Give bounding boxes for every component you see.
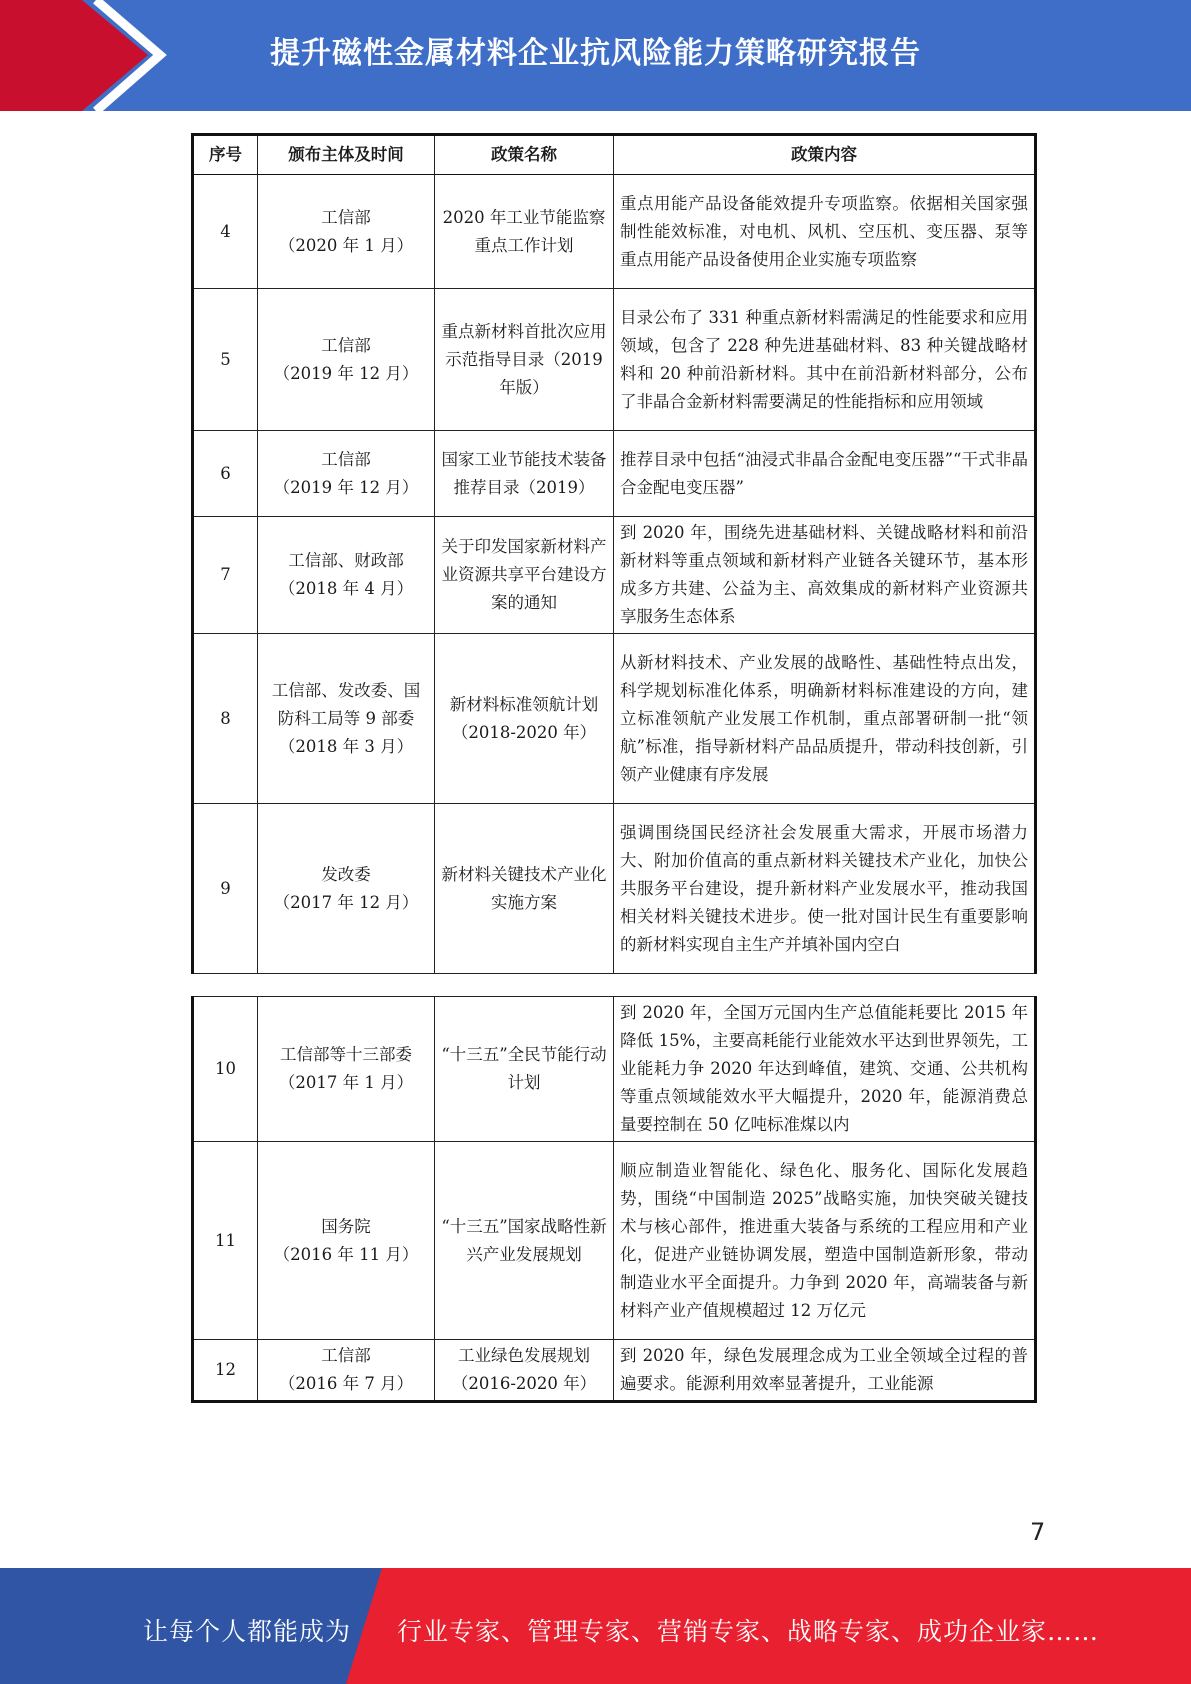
table-row	[193, 289, 1036, 431]
header-arrow-decoration	[0, 0, 260, 111]
table-row	[193, 634, 1036, 804]
policy-table-part1	[191, 133, 1034, 974]
row-policy-name: 关于印发国家新材料产业资源共享平台建设方案的通知	[435, 517, 614, 634]
row-index: 5	[193, 289, 258, 431]
row-index: 9	[193, 804, 258, 974]
row-index: 12	[193, 1340, 258, 1402]
table-row	[193, 175, 1036, 289]
row-issuer	[258, 997, 435, 1142]
row-policy-name: 新材料关键技术产业化实施方案	[435, 804, 614, 974]
row-index: 6	[193, 431, 258, 517]
row-issuer	[258, 804, 435, 974]
issuer-name: 工信部	[321, 449, 371, 469]
policy-table-continued	[191, 996, 1037, 1403]
row-policy-name: 国家工业节能技术装备推荐目录（2019）	[435, 431, 614, 517]
row-policy-content: 到 2020 年，围绕先进基础材料、关键战略材料和前沿新材料等重点领域和新材料产业链各关键环节，基本形成多方共建、公益为主、高效集成的新材料产业资源共享服务生态体系	[614, 517, 1036, 634]
col-header-policy-content: 政策内容	[614, 135, 1036, 175]
footer-slogan-left: 让每个人都能成为	[143, 1617, 352, 1646]
row-policy-content: 强调围绕国民经济社会发展重大需求，开展市场潜力大、附加价值高的重点新材料关键技术产业化，加快公共服务平台建设，提升新材料产业发展水平，推动我国相关材料关键技术进步。使一批对国计民生有重要影响的新材料实现自主生产并填补国内空白	[614, 804, 1036, 974]
table-row	[193, 517, 1036, 634]
col-header-index: 序号	[193, 135, 258, 175]
issuer-name: 发改委	[321, 864, 371, 884]
issue-date: （2018 年 4 月）	[278, 579, 414, 598]
row-policy-content: 推荐目录中包括“油浸式非晶合金配电变压器”“干式非晶合金配电变压器”	[614, 431, 1036, 517]
table-row	[193, 431, 1036, 517]
table-row	[193, 1340, 1036, 1402]
row-policy-content: 到 2020 年，全国万元国内生产总值能耗要比 2015 年降低 15%，主要高耗能行业能效水平达到世界领先，工业能耗力争 2020 年达到峰值，建筑、交通、公共机构等重点领域能效水平大幅提升，2020 年，能源消费总量要控制在 50 亿吨标准煤以内	[614, 997, 1036, 1142]
page-number: 7	[1030, 1518, 1046, 1546]
row-policy-content: 从新材料技术、产业发展的战略性、基础性特点出发，科学规划标准化体系，明确新材料标准建设的方向，建立标准领航产业发展工作机制，重点部署研制一批“领航”标准，指导新材料产品品质提升，带动科技创新，引领产业健康有序发展	[614, 634, 1036, 804]
issue-date: （2017 年 1 月）	[278, 1073, 414, 1092]
policy-table	[191, 133, 1037, 974]
issue-date: （2018 年 3 月）	[278, 736, 414, 756]
col-header-issuer: 颁布主体及时间	[258, 135, 435, 175]
issue-date: （2019 年 12 月）	[273, 477, 419, 497]
issue-date: （2017 年 12 月）	[273, 892, 419, 912]
issue-date: （2016 年 11 月）	[273, 1244, 419, 1264]
row-issuer	[258, 1142, 435, 1340]
row-issuer	[258, 175, 435, 289]
issue-date: （2019 年 12 月）	[273, 363, 419, 383]
row-policy-name: 重点新材料首批次应用示范指导目录（2019 年版）	[435, 289, 614, 431]
policy-table-part2	[191, 996, 1034, 1403]
row-policy-name: 工业绿色发展规划（2016-2020 年）	[435, 1340, 614, 1402]
issuer-name: 工信部	[321, 1346, 371, 1365]
row-policy-name: “十三五”国家战略性新兴产业发展规划	[435, 1142, 614, 1340]
row-policy-name: “十三五”全民节能行动计划	[435, 997, 614, 1142]
issuer-name: 工信部	[321, 335, 371, 355]
row-policy-content: 到 2020 年，绿色发展理念成为工业全领域全过程的普遍要求。能源利用效率显著提升，工业能源	[614, 1340, 1036, 1402]
row-policy-name: 新材料标准领航计划（2018-2020 年）	[435, 634, 614, 804]
row-policy-content: 目录公布了 331 种重点新材料需满足的性能要求和应用领域，包含了 228 种先进基础材料、83 种关键战略材料和 20 种前沿新材料。其中在前沿新材料部分，公布了非晶合金新材料需要满足的性能指标和应用领域	[614, 289, 1036, 431]
footer-banner	[0, 1568, 1191, 1684]
row-policy-name: 2020 年工业节能监察重点工作计划	[435, 175, 614, 289]
header-banner	[0, 0, 1191, 111]
row-issuer	[258, 517, 435, 634]
row-policy-content: 顺应制造业智能化、绿色化、服务化、国际化发展趋势，围绕“中国制造 2025”战略实施，加快突破关键技术与核心部件，推进重大装备与系统的工程应用和产业化，促进产业链协调发展，塑造中国制造新形象，带动制造业水平全面提升。力争到 2020 年，高端装备与新材料产业产值规模超过 12 万亿元	[614, 1142, 1036, 1340]
issuer-name: 工信部、财政部	[288, 551, 404, 570]
table-header-row	[193, 135, 1036, 175]
row-issuer	[258, 289, 435, 431]
row-policy-content: 重点用能产品设备能效提升专项监察。依据相关国家强制性能效标准，对电机、风机、空压机、变压器、泵等重点用能产品设备使用企业实施专项监察	[614, 175, 1036, 289]
col-header-policy-name: 政策名称	[435, 135, 614, 175]
row-index: 11	[193, 1142, 258, 1340]
report-title: 提升磁性金属材料企业抗风险能力策略研究报告	[270, 36, 921, 71]
issuer-name: 国务院	[321, 1216, 371, 1236]
row-index: 10	[193, 997, 258, 1142]
footer-slogan-right: 行业专家、管理专家、营销专家、战略专家、成功企业家……	[397, 1617, 1100, 1646]
row-index: 8	[193, 634, 258, 804]
row-issuer	[258, 1340, 435, 1402]
table-row	[193, 804, 1036, 974]
row-issuer	[258, 634, 435, 804]
row-index: 7	[193, 517, 258, 634]
table-row	[193, 997, 1036, 1142]
row-issuer	[258, 431, 435, 517]
issuer-name: 工信部	[321, 207, 371, 227]
issue-date: （2020 年 1 月）	[278, 235, 414, 255]
table-row	[193, 1142, 1036, 1340]
issue-date: （2016 年 7 月）	[278, 1374, 414, 1393]
row-index: 4	[193, 175, 258, 289]
issuer-name: 工信部等十三部委	[280, 1045, 412, 1064]
issuer-name: 工信部、发改委、国防科工局等 9 部委	[271, 680, 421, 728]
